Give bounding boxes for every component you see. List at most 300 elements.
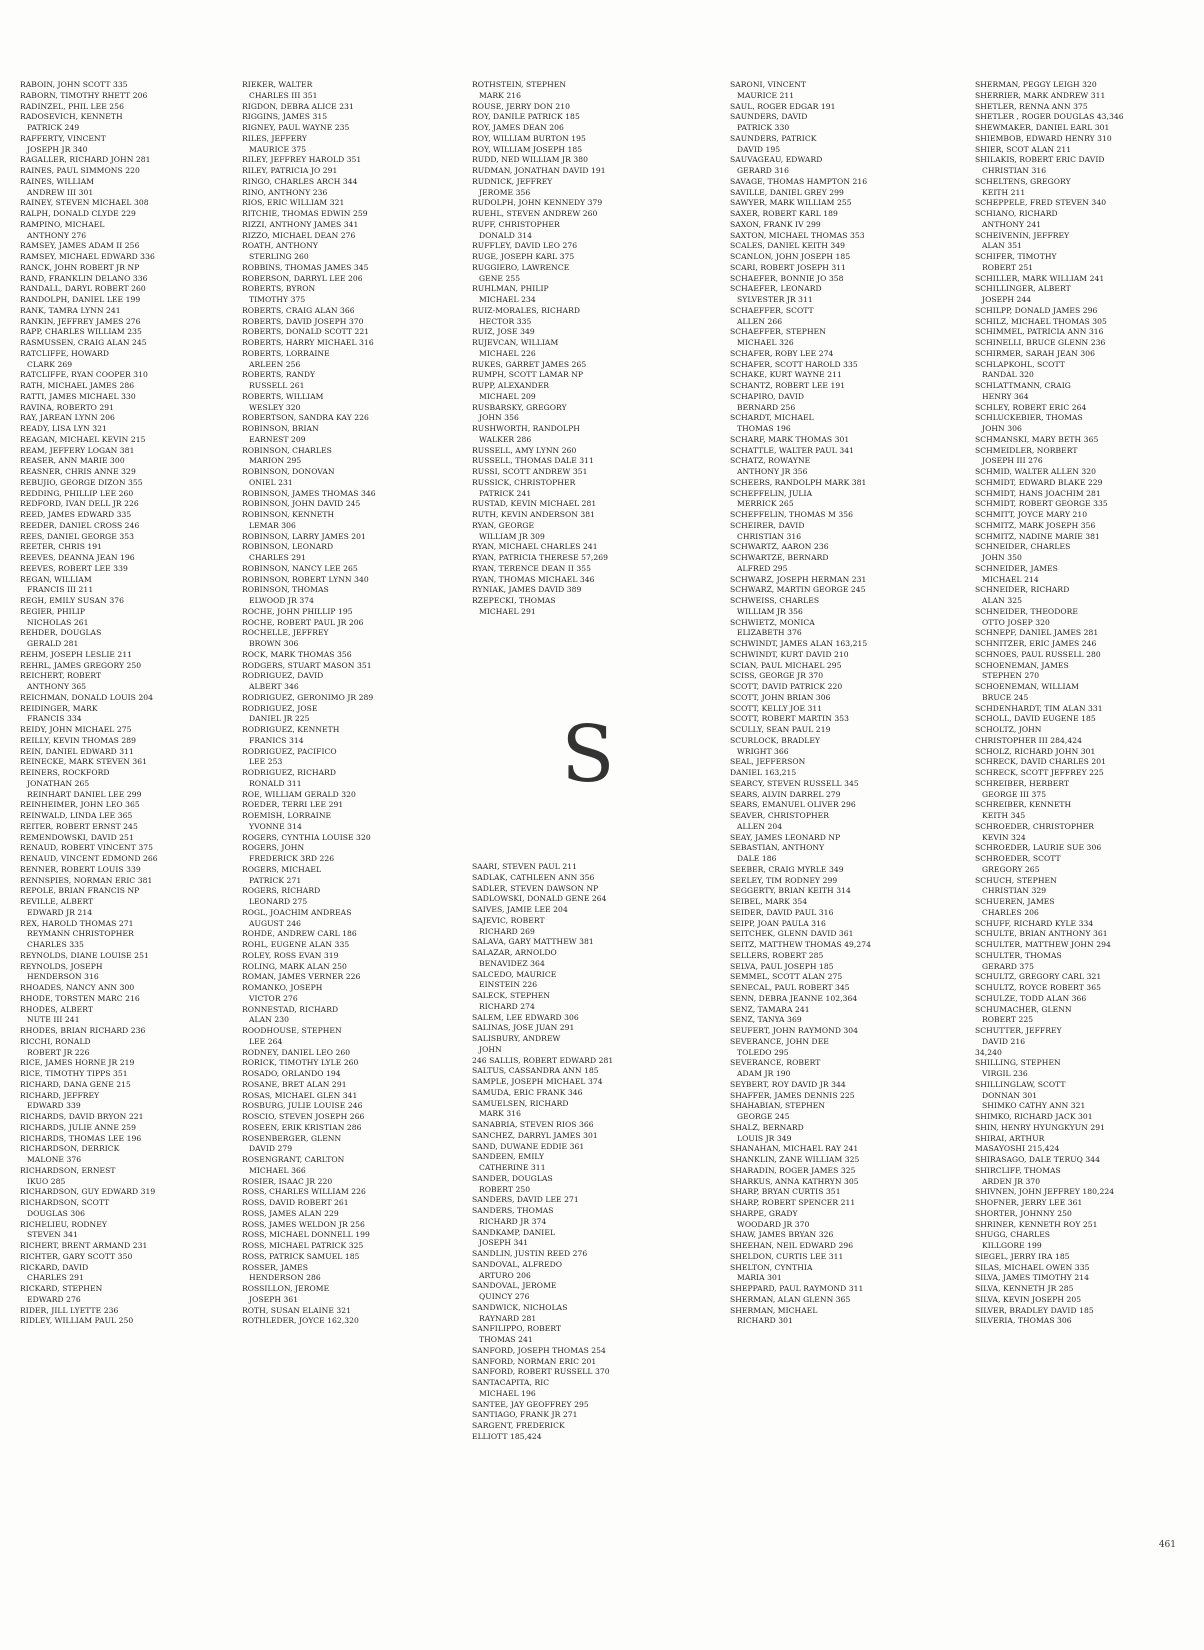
index-entry: ROTHSTEIN, STEPHEN	[472, 80, 567, 89]
index-entry: SHOFNER, JERRY LEE 361	[975, 1198, 1083, 1207]
index-entry: ROCHELLE, JEFFREY	[242, 628, 329, 638]
index-entry: WOODARD JR 370	[737, 1219, 810, 1229]
index-entry: DALE 186	[737, 854, 777, 863]
index-entry: SALECK, STEPHEN	[472, 991, 551, 1000]
index-entry: ROTHLEDER, JOYCE 162,320	[242, 1316, 359, 1326]
index-entry: RATH, MICHAEL JAMES 286	[20, 381, 135, 390]
index-entry: SHIMKO CATHY ANN 321	[982, 1101, 1086, 1111]
index-entry: RINO, ANTHONY 236	[242, 187, 328, 197]
index-entry: SCHANTZ, ROBERT LEE 191	[730, 381, 846, 390]
index-entry: DONALD 314	[479, 230, 532, 240]
index-entry: WILLIAM JR 356	[737, 606, 803, 616]
index-entry: SCHAFER, ROBY LEE 274	[730, 348, 834, 358]
index-entry: REMENDOWSKI, DAVID 251	[20, 832, 134, 842]
index-entry: ROSBURG, JULIE LOUISE 246	[242, 1101, 363, 1111]
index-entry: RUSTAD, KEVIN MICHAEL 281	[472, 499, 597, 509]
index-entry: SAXER, ROBERT KARL 189	[730, 209, 838, 218]
index-entry: ANTHONY 276	[27, 230, 87, 240]
index-entry: SCHUEREN, JAMES	[975, 897, 1055, 906]
index-entry: ROSSILLON, JEROME	[242, 1284, 330, 1293]
index-entry: WILLIAM JR 309	[479, 531, 545, 541]
index-entry: RUGGIERO, LAWRENCE	[472, 262, 570, 272]
index-entry: DONNAN 301	[982, 1090, 1038, 1100]
index-entry: SCHWARZ, JOSEPH HERMAN 231	[730, 574, 867, 584]
index-entry: RODRIGUEZ, RICHARD	[242, 768, 337, 777]
index-entry: REEDER, DANIEL CROSS 246	[20, 520, 140, 530]
index-entry: SCHULZE, TODD ALAN 366	[975, 993, 1087, 1003]
index-entry: JOSEPH 341	[479, 1238, 529, 1248]
index-entry: SHETLER , ROGER DOUGLAS 43,346	[975, 112, 1124, 122]
index-entry: SCHEIRER, DAVID	[730, 520, 805, 530]
index-entry: SCOTT, DAVID PATRICK 220	[730, 682, 843, 691]
index-entry: SCHOLTZ, JOHN	[975, 725, 1042, 734]
index-entry: RAY, JAREAN LYNN 206	[20, 413, 115, 423]
index-entry: SHIRASAGO, DALE TERUQ 344	[975, 1155, 1101, 1164]
index-entry: ROSS, MICHAEL DONNELL 199	[242, 1230, 370, 1240]
index-entry: RAINEY, STEVEN MICHAEL 308	[20, 198, 149, 208]
index-entry: RIZZO, MICHAEL DEAN 276	[242, 230, 356, 240]
index-entry: SANDWICK, NICHOLAS	[472, 1302, 568, 1312]
index-entry: SCHILLINGER, ALBERT	[975, 284, 1071, 294]
index-entry: REDDING, PHILLIP LEE 260	[20, 488, 134, 498]
index-entry: SYLVESTER JR 311	[737, 295, 813, 304]
index-entry: JOSEPH III 276	[982, 456, 1043, 466]
index-entry: SEAVER, CHRISTOPHER	[730, 811, 830, 820]
index-entry: LOUIS JR 349	[737, 1133, 792, 1143]
index-entry: RAFFERTY, VINCENT	[20, 133, 106, 143]
index-entry: RENAUD, ROBERT VINCENT 375	[20, 843, 153, 853]
index-entry: SADLOWSKI, DONALD GENE 264	[472, 894, 607, 904]
index-entry: SCHRECK, SCOTT JEFFREY 225	[975, 768, 1104, 777]
index-entry: RICHARD, DANA GENE 215	[20, 1079, 131, 1089]
index-entry: RIOS, ERIC WILLIAM 321	[242, 198, 345, 208]
index-entry: SEUFERT, JOHN RAYMOND 304	[730, 1026, 859, 1035]
index-entry: SHUGG, CHARLES	[975, 1230, 1051, 1240]
index-entry: SHARKUS, ANNA KATHRYN 305	[730, 1176, 859, 1186]
index-entry: SAUVAGEAU, EDWARD	[730, 155, 823, 165]
index-entry: RZEPECKI, THOMAS	[472, 596, 556, 605]
index-entry: ROBERTSON, SANDRA KAY 226	[242, 413, 369, 423]
index-entry: CHARLES 291	[249, 553, 306, 562]
index-entry: ROMANKO, JOSEPH	[242, 983, 323, 992]
index-entry: REGAN, WILLIAM	[20, 574, 92, 584]
index-entry: RHODES, ALBERT	[20, 1004, 93, 1014]
index-entry: SCULLY, SEAN PAUL 219	[730, 725, 831, 734]
index-entry: ROSCIO, STEVEN JOSEPH 266	[242, 1112, 365, 1121]
index-entry: SAUL, ROGER EDGAR 191	[730, 101, 836, 111]
index-entry: SANFILIPPO, ROBERT	[472, 1324, 562, 1334]
index-entry: ROSS, PATRICK SAMUEL 185	[242, 1251, 360, 1261]
index-entry: REASER, ANN MARIE 300	[20, 456, 125, 466]
index-entry: SCHIMMEL, PATRICIA ANN 316	[975, 327, 1104, 337]
index-entry: REHM, JOSEPH LESLIE 211	[20, 649, 133, 659]
index-entry: SAVAGE, THOMAS HAMPTON 216	[730, 176, 868, 186]
index-entry: ROBINSON, THOMAS	[242, 585, 329, 595]
index-entry: RENNER, ROBERT LOUIS 339	[20, 864, 141, 874]
index-entry: SANDERS, THOMAS	[472, 1206, 554, 1215]
index-entry: PATRICK 241	[479, 488, 532, 498]
index-entry: RICE, TIMOTHY TIPPS 351	[20, 1069, 128, 1078]
index-entry: RAMSEY, JAMES ADAM II 256	[20, 241, 140, 251]
index-entry: SANTEE, JAY GEOFFREY 295	[472, 1399, 589, 1409]
index-entry: SEMMEL, SCOTT ALAN 275	[730, 972, 843, 982]
index-entry: SCHEPPELE, FRED STEVEN 340	[975, 198, 1107, 208]
index-entry: SANDOVAL, ALFREDO	[472, 1259, 563, 1269]
index-entry: RYAN, GEORGE	[472, 520, 535, 530]
index-entry: SCISS, GEORGE JR 370	[730, 671, 824, 681]
index-entry: RANCK, JOHN ROBERT JR NP	[20, 262, 140, 272]
index-entry: SCHNEIDER, RICHARD	[975, 585, 1070, 595]
index-entry: KILLGORE 199	[982, 1241, 1042, 1250]
index-entry: SCHULTER, THOMAS	[975, 950, 1062, 960]
index-entry: REAM, JEFFERY LOGAN 381	[20, 445, 135, 455]
index-entry: ROBERT 251	[982, 262, 1034, 272]
index-entry: ROY, WILLIAM BURTON 195	[472, 133, 586, 143]
index-entry: RUFFLEY, DAVID LEO 276	[472, 241, 578, 251]
index-entry: ROATH, ANTHONY	[242, 241, 318, 251]
index-entry: BRUCE 245	[982, 692, 1029, 702]
index-entry: ROBERT 250	[479, 1184, 531, 1194]
index-entry: MICHAEL 234	[479, 295, 536, 304]
index-entry: SCHAEFFER, STEPHEN	[730, 327, 826, 337]
index-entry: ALLEN 266	[737, 316, 783, 326]
index-entry: EDWARD 339	[27, 1101, 81, 1111]
index-entry: RODGERS, STUART MASON 351	[242, 660, 372, 670]
index-entry: JONATHAN 265	[27, 778, 90, 788]
index-entry: ROBINSON, KENNETH	[242, 510, 335, 519]
index-entry: RAINES, WILLIAM	[20, 176, 95, 186]
index-entry: RUIZ, JOSE 349	[472, 327, 535, 337]
index-entry: YVONNE 314	[249, 821, 302, 831]
index-entry: MARIA 301	[737, 1273, 782, 1283]
index-entry: SCHINELLI, BRUCE GLENN 236	[975, 338, 1106, 347]
index-entry: SHIRAI, ARTHUR	[975, 1133, 1045, 1143]
index-entry: SHELDON, CURTIS LEE 311	[730, 1251, 844, 1261]
index-entry: SARONI, VINCENT	[730, 80, 807, 89]
index-entry: SCHILZ, MICHAEL THOMAS 305	[975, 316, 1107, 326]
index-entry: SANDER, DOUGLAS	[472, 1173, 553, 1183]
index-entry: NICHOLAS 261	[27, 617, 89, 627]
index-entry: REIDINGER, MARK	[20, 703, 98, 713]
index-entry: RAPP, CHARLES WILLIAM 235	[20, 327, 142, 337]
index-entry: RODRIGUEZ, GERONIMO JR 289	[242, 692, 374, 702]
index-entry: RILES, JEFFERY	[242, 133, 307, 143]
index-entry: ARLEEN 256	[249, 359, 301, 369]
index-column-4	[730, 80, 958, 1327]
index-entry: REED, JAMES EDWARD 335	[20, 510, 132, 519]
index-entry: RENNSPIES, NORMAN ERIC 381	[20, 875, 153, 885]
index-entry: RODRIGUEZ, KENNETH	[242, 725, 340, 734]
index-entry: SCHAEFFER, SCOTT	[730, 305, 814, 315]
index-entry: SCHEIVENIN, JEFFREY	[975, 230, 1070, 240]
index-entry: ROHL, EUGENE ALAN 335	[242, 940, 350, 949]
index-entry: SEITZ, MATTHEW THOMAS 49,274	[730, 940, 872, 949]
index-entry: MICHAEL 291	[479, 606, 536, 616]
index-entry: SCHWARTZE, BERNARD	[730, 553, 829, 562]
index-entry: RICHARDSON, DERRICK	[20, 1144, 120, 1154]
index-entry: MARION 295	[249, 456, 302, 466]
index-entry: SHIEMBOB, EDWARD HENRY 310	[975, 133, 1112, 143]
index-entry: ROLEY, ROSS EVAN 319	[242, 950, 339, 960]
index-entry: MICHAEL 326	[737, 338, 794, 347]
index-entry: RYNIAK, JAMES DAVID 389	[472, 585, 582, 595]
index-entry: ROGERS, RICHARD	[242, 886, 321, 896]
index-column-5	[975, 80, 1203, 1327]
index-entry: RHOADES, NANCY ANN 300	[20, 983, 135, 992]
index-entry: SCHAEFER, BONNIE JO 358	[730, 273, 844, 283]
index-entry: GEORGE III 375	[982, 789, 1047, 799]
index-entry: SHILAKIS, ROBERT ERIC DAVID	[975, 155, 1105, 165]
index-entry: RUSSELL, THOMAS DALE 311	[472, 456, 594, 466]
index-entry: RIGGINS, JAMES 315	[242, 112, 328, 122]
index-entry: RINGO, CHARLES ARCH 344	[242, 176, 358, 186]
index-entry: ADAM JR 190	[737, 1069, 791, 1078]
index-entry: ROSENGRANT, CARLTON	[242, 1155, 345, 1164]
index-entry: ALLEN 204	[737, 821, 783, 831]
index-entry: ANTHONY JR 356	[737, 467, 808, 476]
index-entry: REICHERT, ROBERT	[20, 671, 102, 681]
index-entry: SENZ, TAMARA 241	[730, 1004, 810, 1014]
index-entry: SHERRIER, MARK ANDREW 311	[975, 90, 1106, 100]
index-entry: SCHWARTZ, AARON 236	[730, 542, 829, 552]
index-entry: RICHARD 269	[479, 926, 535, 936]
index-entry: RYAN, TERENCE DEAN II 355	[472, 563, 591, 573]
index-entry: SCHOENEMAN, JAMES	[975, 660, 1069, 670]
index-entry: RUSHWORTH, RANDOLPH	[472, 424, 580, 433]
index-entry: SCHLATTMANN, CRAIG	[975, 381, 1071, 390]
index-entry: REYMANN CHRISTOPHER	[27, 929, 134, 939]
index-entry: CHARLES 206	[982, 907, 1039, 917]
index-entry: SEARCY, STEVEN RUSSELL 345	[730, 778, 859, 788]
section-letter: S	[561, 710, 615, 800]
index-entry: MICHAEL 196	[479, 1388, 536, 1398]
index-entry: SCHRECK, DAVID CHARLES 201	[975, 757, 1107, 767]
index-entry: ELWOOD JR 374	[249, 596, 315, 605]
index-entry: SHIRCLIFF, THOMAS	[975, 1165, 1061, 1175]
index-entry: ROSS, CHARLES WILLIAM 226	[242, 1187, 366, 1197]
index-entry: LEMAR 306	[249, 520, 296, 530]
index-entry: REGIER, PHILIP	[20, 606, 85, 616]
index-entry: ROBERTS, DAVID JOSEPH 370	[242, 316, 364, 326]
index-entry: SCHUFF, RICHARD KYLE 334	[975, 918, 1094, 928]
index-entry: RUDNICK, JEFFREY	[472, 176, 553, 186]
index-entry: THOMAS 196	[737, 424, 791, 433]
index-entry: ALAN 351	[982, 241, 1022, 251]
index-entry: REINHART DANIEL LEE 299	[27, 789, 142, 799]
index-entry: RAMSEY, MICHAEL EDWARD 336	[20, 252, 155, 261]
index-entry: RUDD, NED WILLIAM JR 380	[472, 155, 588, 165]
index-entry: SCHROEDER, SCOTT	[975, 854, 1061, 863]
index-entry: RAYNARD 281	[479, 1313, 537, 1323]
index-entry: RUMPH, SCOTT LAMAR NP	[472, 370, 584, 380]
index-entry: SILVA, JAMES TIMOTHY 214	[975, 1273, 1089, 1283]
index-entry: RAINES, PAUL SIMMONS 220	[20, 166, 140, 175]
index-entry: SHEWMAKER, DANIEL EARL 301	[975, 123, 1110, 132]
index-entry: ROCHE, JOHN PHILLIP 195	[242, 606, 353, 616]
index-entry: JOHN	[479, 1044, 502, 1054]
index-entry: ROCHE, ROBERT PAUL JR 206	[242, 617, 364, 627]
index-entry: MICHAEL 214	[982, 574, 1039, 584]
index-entry: THOMAS 241	[479, 1335, 533, 1344]
index-entry: SALISBURY, ANDREW	[472, 1034, 561, 1043]
index-entry: SALCEDO, MAURICE	[472, 969, 557, 979]
index-entry: SHAFFER, JAMES DENNIS 225	[730, 1090, 855, 1100]
index-entry: REICHMAN, DONALD LOUIS 204	[20, 692, 154, 702]
index-entry: RUTH, KEVIN ANDERSON 381	[472, 510, 596, 519]
index-entry: SEIPP, JOAN PAULA 316	[730, 918, 826, 928]
index-entry: ALBERT 346	[249, 682, 299, 691]
index-entry: ROBINSON, NANCY LEE 265	[242, 563, 358, 573]
index-entry: TOLEDO 295	[737, 1047, 789, 1057]
index-entry: KEVIN 324	[982, 832, 1026, 842]
index-column-1	[20, 80, 248, 1327]
index-entry: RYAN, PATRICIA THERESE 57,269	[472, 553, 609, 562]
index-entry: WESLEY 320	[249, 402, 301, 412]
index-entry: ROBERTS, RANDY	[242, 370, 316, 380]
index-entry: SCOTT, ROBERT MARTIN 353	[730, 714, 850, 724]
index-entry: SALAVA, GARY MATTHEW 381	[472, 937, 594, 947]
index-entry: REIDY, JOHN MICHAEL 275	[20, 725, 132, 734]
index-entry: SCHULTZ, ROYCE ROBERT 365	[975, 983, 1101, 992]
index-entry: ROBINSON, JOHN DAVID 245	[242, 499, 361, 509]
index-entry: SCARI, ROBERT JOSEPH 311	[730, 262, 847, 272]
index-entry: QUINCY 276	[479, 1292, 530, 1301]
index-entry: REIN, DANIEL EDWARD 311	[20, 746, 134, 756]
index-entry: FREDERICK 3RD 226	[249, 854, 335, 863]
index-entry: SCHMITT, JOYCE MARY 210	[975, 510, 1088, 519]
index-entry: ALAN 325	[982, 596, 1022, 605]
index-entry: OTTO JOSEP 320	[982, 617, 1050, 627]
index-entry: SCHLEY, ROBERT ERIC 264	[975, 402, 1087, 412]
index-entry: ROTH, SUSAN ELAINE 321	[242, 1305, 352, 1315]
index-entry: SHIN, HENRY HYUNGKYUN 291	[975, 1122, 1105, 1132]
index-entry: MAURICE 375	[249, 144, 307, 154]
index-entry: SCHARDT, MICHAEL	[730, 413, 814, 423]
index-entry: SCHMEIDLER, NORBERT	[975, 445, 1078, 455]
index-entry: SADLAK, CATHLEEN ANN 356	[472, 872, 595, 882]
index-entry: RODRIGUEZ, DAVID	[242, 671, 324, 681]
index-entry: RIDLEY, WILLIAM PAUL 250	[20, 1316, 134, 1326]
index-entry: SCOTT, KELLY JOE 311	[730, 703, 823, 713]
index-entry: RICKARD, DAVID	[20, 1262, 89, 1272]
index-entry: SCHUCH, STEPHEN	[975, 875, 1057, 885]
index-entry: ROE, WILLIAM GERALD 320	[242, 789, 356, 799]
index-entry: SCHMIDT, HANS JOACHIM 281	[975, 488, 1101, 498]
index-entry: REDFORD, IVAN DELL JR 226	[20, 499, 139, 509]
index-entry: REINERS, ROCKFORD	[20, 768, 110, 777]
index-entry: SCHLAPKOHL, SCOTT	[975, 359, 1065, 369]
index-entry: FRANCIS 334	[27, 714, 82, 724]
index-entry: ANTHONY 241	[982, 219, 1042, 229]
index-entry: REES, DANIEL GEORGE 353	[20, 531, 134, 541]
index-entry: SCHMITZ, MARK JOSEPH 356	[975, 520, 1096, 530]
index-entry: SARGENT, FREDERICK	[472, 1421, 565, 1430]
index-entry: CHRISTIAN 316	[737, 531, 802, 541]
index-entry: SANABRIA, STEVEN RIOS 366	[472, 1120, 594, 1129]
index-entry: ROSAS, MICHAEL GLEN 341	[242, 1090, 358, 1100]
index-entry: RICHARDSON, SCOTT	[20, 1198, 110, 1207]
index-entry: DOUGLAS 306	[27, 1208, 85, 1218]
index-entry: RILEY, PATRICIA JO 291	[242, 166, 338, 175]
index-entry: RUSSELL 261	[249, 381, 305, 390]
index-entry: RATCLIFFE, RYAN COOPER 310	[20, 370, 148, 380]
index-entry: ROBERTS, BYRON	[242, 284, 316, 294]
index-entry: SANCHEZ, DARRYL JAMES 301	[472, 1130, 598, 1140]
index-entry: SHELTON, CYNTHIA	[730, 1262, 813, 1272]
index-entry: CHRISTOPHER III 284,424	[975, 735, 1083, 745]
index-entry: ROBERTS, DONALD SCOTT 221	[242, 327, 370, 337]
index-entry: RABOIN, JOHN SCOTT 335	[20, 80, 128, 89]
index-entry: ROBERSON, DARRYL LEE 206	[242, 273, 363, 283]
index-entry: SCOTT, JOHN BRIAN 306	[730, 692, 831, 702]
index-entry: SAXTON, MICHAEL THOMAS 353	[730, 230, 865, 240]
index-entry: RUFF, CHRISTOPHER	[472, 219, 560, 229]
index-entry: SCHULTE, BRIAN ANTHONY 361	[975, 929, 1108, 939]
index-entry: ROBERT 225	[982, 1015, 1034, 1025]
index-entry: RUKES, GARRET JAMES 265	[472, 359, 587, 369]
index-entry: REHRL, JAMES GREGORY 250	[20, 660, 142, 670]
index-entry: FRANICS 314	[249, 735, 304, 745]
index-entry: ROBERT JR 226	[27, 1047, 90, 1057]
index-entry: REILLY, KEVIN THOMAS 289	[20, 735, 136, 745]
index-entry: EINSTEIN 226	[479, 980, 538, 990]
index-entry: SEVERANCE, JOHN DEE	[730, 1036, 829, 1046]
index-entry: READY, LISA LYN 321	[20, 424, 107, 433]
index-entry: SENECAL, PAUL ROBERT 345	[730, 983, 850, 992]
index-entry: SCHROEDER, LAURIE SUE 306	[975, 843, 1102, 853]
index-entry: REINHEIMER, JOHN LEO 365	[20, 800, 140, 810]
index-entry: HENRY 364	[982, 391, 1029, 401]
index-entry: SCHMIDT, EDWARD BLAKE 229	[975, 477, 1103, 487]
index-entry: ROBINSON, BRIAN	[242, 424, 319, 433]
index-entry: RHODE, TORSTEN MARC 216	[20, 993, 140, 1003]
index-entry: SCALES, DANIEL KEITH 349	[730, 241, 846, 251]
index-entry: TIMOTHY 375	[249, 295, 306, 304]
index-entry: SCHREIBER, KENNETH	[975, 800, 1072, 810]
index-entry: SILVA, KENNETH JR 285	[975, 1284, 1074, 1293]
index-entry: HECTOR 335	[479, 316, 532, 326]
index-entry: SCHULTZ, GREGORY CARL 321	[975, 972, 1102, 982]
index-entry: SANFORD, ROBERT RUSSELL 370	[472, 1367, 610, 1377]
index-entry: ROBBINS, THOMAS JAMES 345	[242, 262, 369, 272]
index-entry: SCHIANO, RICHARD	[975, 209, 1058, 218]
index-entry: SCHUTTER, JEFFREY	[975, 1026, 1062, 1035]
index-entry: SANTACAPITA, RIC	[472, 1378, 550, 1387]
index-entry: CHARLES III 351	[249, 90, 318, 100]
index-entry: SCHNOES, PAUL RUSSELL 280	[975, 649, 1101, 659]
index-entry: SCHNEIDER, THEODORE	[975, 606, 1078, 616]
index-entry: RUSSELL, AMY LYNN 260	[472, 445, 577, 455]
index-entry: SANDKAMP, DANIEL	[472, 1227, 556, 1237]
index-entry: ANTHONY 365	[27, 682, 87, 691]
index-entry: REAGAN, MICHAEL KEVIN 215	[20, 434, 146, 444]
index-entry: SILVA, KEVIN JOSEPH 205	[975, 1294, 1082, 1304]
index-entry: ALFRED 295	[737, 563, 788, 573]
index-entry: RADOSEVICH, KENNETH	[20, 112, 123, 122]
index-entry: SCHMID, WALTER ALLEN 320	[975, 467, 1096, 476]
index-entry: REEVES, DEANNA JEAN 196	[20, 553, 135, 562]
index-entry: CHRISTIAN 329	[982, 886, 1047, 896]
index-entry: SHEEHAN, NEIL EDWARD 296	[730, 1241, 854, 1250]
index-entry: RUJEVCAN, WILLIAM	[472, 338, 559, 347]
index-entry: SILAS, MICHAEL OWEN 335	[975, 1262, 1090, 1272]
index-entry: SEAL, JEFFERSON	[730, 757, 806, 767]
index-entry: EDWARD 276	[27, 1294, 81, 1304]
index-entry: SILVERIA, THOMAS 306	[975, 1316, 1072, 1326]
index-entry: RADINZEL, PHIL LEE 256	[20, 101, 124, 111]
index-entry: SCHWINDT, JAMES ALAN 163,215	[730, 639, 868, 648]
index-entry: SCHIRMER, SARAH JEAN 306	[975, 348, 1095, 358]
